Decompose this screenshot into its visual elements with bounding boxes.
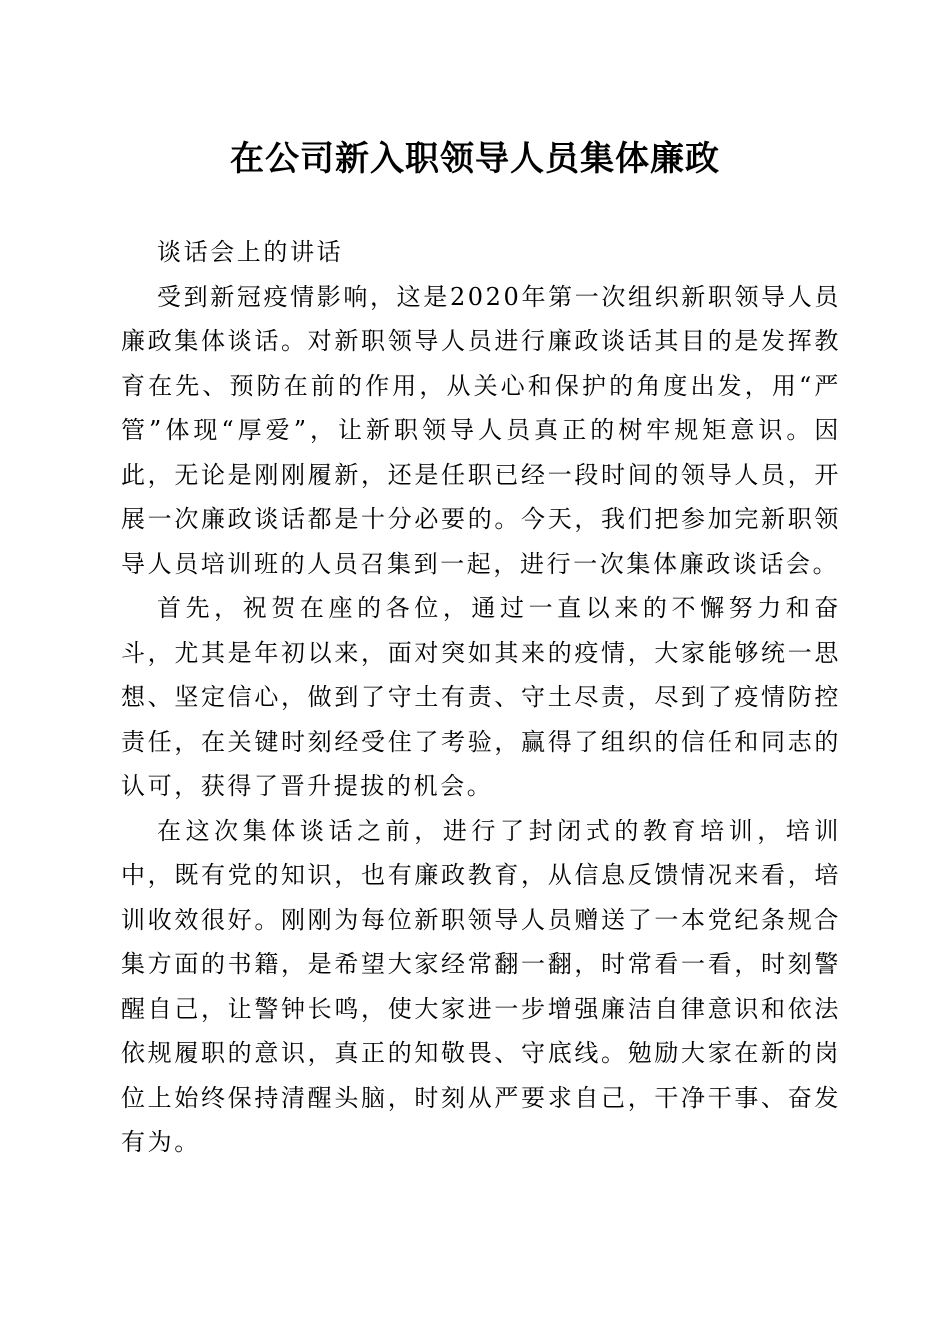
- body-paragraph: 首先，祝贺在座的各位，通过一直以来的不懈努力和奋斗，尤其是年初以来，面对突如其来的疫情，大家能够统一思想、坚定信心，做到了守土有责、守土尽责，尽到了疫情防控责任，在关键时刻经受住了考验，赢得了组织的信任和同志的认可，获得了晋升提拔的机会。: [121, 594, 841, 800]
- document-title: 在公司新入职领导人员集体廉政: [230, 139, 720, 179]
- body-paragraph: 受到新冠疫情影响，这是2020年第一次组织新职领导人员廉政集体谈话。对新职领导人员进行廉政谈话其目的是发挥教育在先、预防在前的作用，从关心和保护的角度出发，用“严管”体现“厚爱”，让新职领导人员真正的树牢规矩意识。因此，无论是刚刚履新，还是任职已经一段时间的领导人员，开展一次廉政谈话都是十分必要的。今天，我们把参加完新职领导人员培训班的人员召集到一起，进行一次集体廉政谈话会。: [121, 282, 841, 578]
- body-paragraph: 在这次集体谈话之前，进行了封闭式的教育培训，培训中，既有党的知识，也有廉政教育，从信息反馈情况来看，培训收效很好。刚刚为每位新职领导人员赠送了一本党纪条规合集方面的书籍，是希望大家经常翻一翻，时常看一看，时刻警醒自己，让警钟长鸣，使大家进一步增强廉洁自律意识和依法依规履职的意识，真正的知敬畏、守底线。勉励大家在新的岗位上始终保持清醒头脑，时刻从严要求自己，干净干事、奋发有为。: [121, 816, 841, 1156]
- document-body: [121, 230, 841, 1165]
- subtitle-paragraph: 谈话会上的讲话: [157, 238, 344, 266]
